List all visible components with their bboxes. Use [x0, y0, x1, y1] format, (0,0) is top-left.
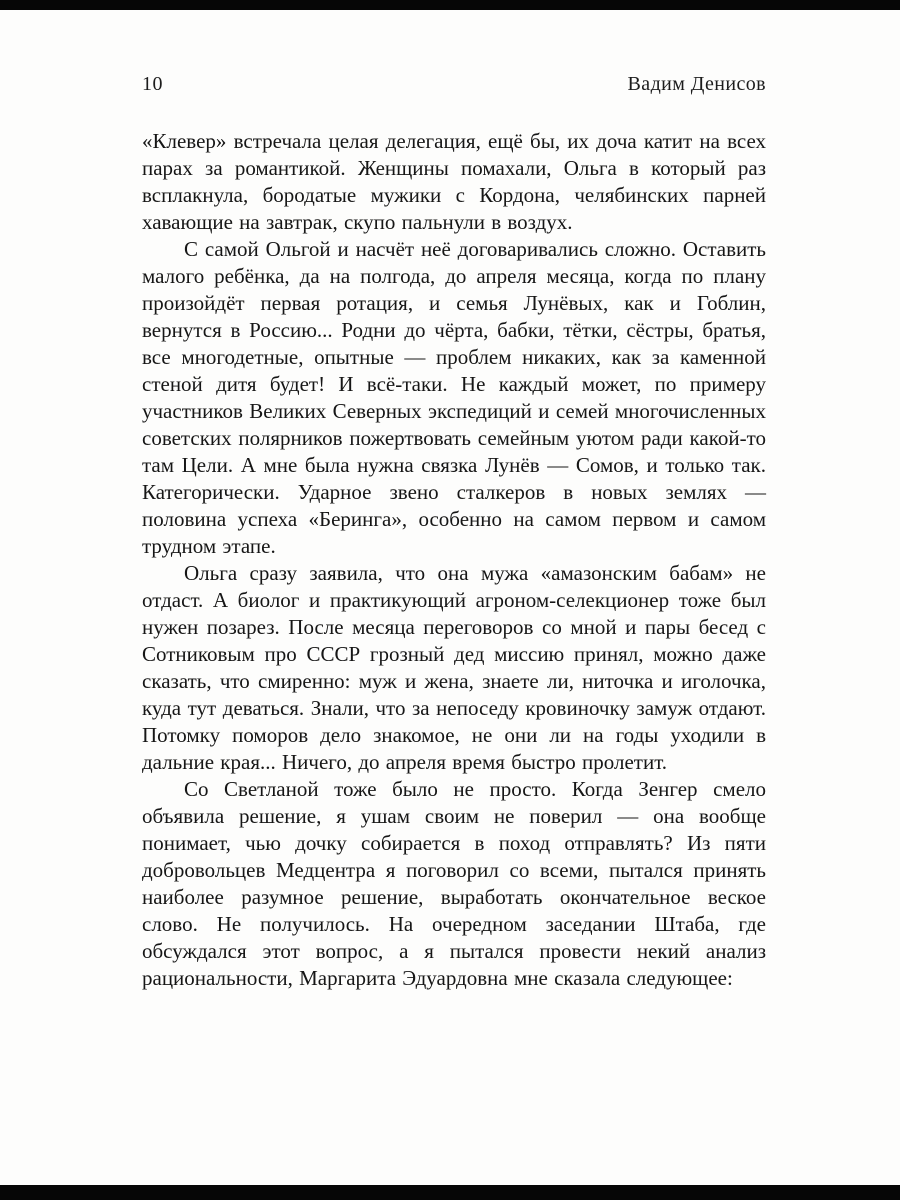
- page-number: 10: [142, 73, 163, 95]
- scan-edge-top: [0, 0, 900, 10]
- scan-edge-bottom: [0, 1185, 900, 1200]
- running-head: [142, 72, 766, 96]
- running-head-author: Вадим Денисов: [627, 73, 766, 95]
- paragraph-continuation: «Клевер» встречала целая делегация, ещё бы, их доча катит на всех парах за романтикой. Женщины помахали, Ольга в который раз всплакнула, бородатые мужики с Кордона, челябинских парней хавающие на завтрак, скупо пальнули в воздух.: [142, 129, 766, 234]
- paragraph: Со Светланой тоже было не просто. Когда Зенгер смело объявила решение, я ушам своим не поверил — она вообще понимает, чью дочку собирается в поход отправлять? Из пяти добровольцев Медцентра я поговорил со всеми, пытался принять наиболее разумное решение, выработать окончательное веское слово. Не получилось. На очередном заседании Штаба, где обсуждался этот вопрос, а я пытался провести некий анализ рациональности, Маргарита Эдуардовна мне сказала следующее:: [142, 777, 766, 990]
- paragraph: С самой Ольгой и насчёт неё договаривались сложно. Оставить малого ребёнка, да на полгода, до апреля месяца, когда по плану произойдёт первая ротация, и семья Лунёвых, как и Гоблин, вернутся в Россию... Родни до чёрта, бабки, тётки, сёстры, братья, все многодетные, опытные — проблем никаких, как за каменной стеной дитя будет! И всё-таки. Не каждый может, по примеру участников Великих Северных экспедиций и семей многочисленных советских полярников пожертвовать семейным уютом ради какой-то там Цели. А мне была нужна связка Лунёв — Сомов, и только так. Категорически. Ударное звено сталкеров в новых землях — половина успеха «Беринга», особенно на самом первом и самом трудном этапе.: [142, 237, 766, 558]
- paragraph: Ольга сразу заявила, что она мужа «амазонским бабам» не отдаст. А биолог и практикующий агроном-селекционер тоже был нужен позарез. После месяца переговоров со мной и пары бесед с Сотниковым про СССР грозный дед миссию принял, можно даже сказать, что смиренно: муж и жена, знаете ли, ниточка и иголочка, куда тут деваться. Знали, что за непоседу кровиночку замуж отдают. Потомку поморов дело знакомое, не они ли на годы уходили в дальние края... Ничего, до апреля время быстро пролетит.: [142, 561, 766, 774]
- body-text-block: [142, 128, 766, 992]
